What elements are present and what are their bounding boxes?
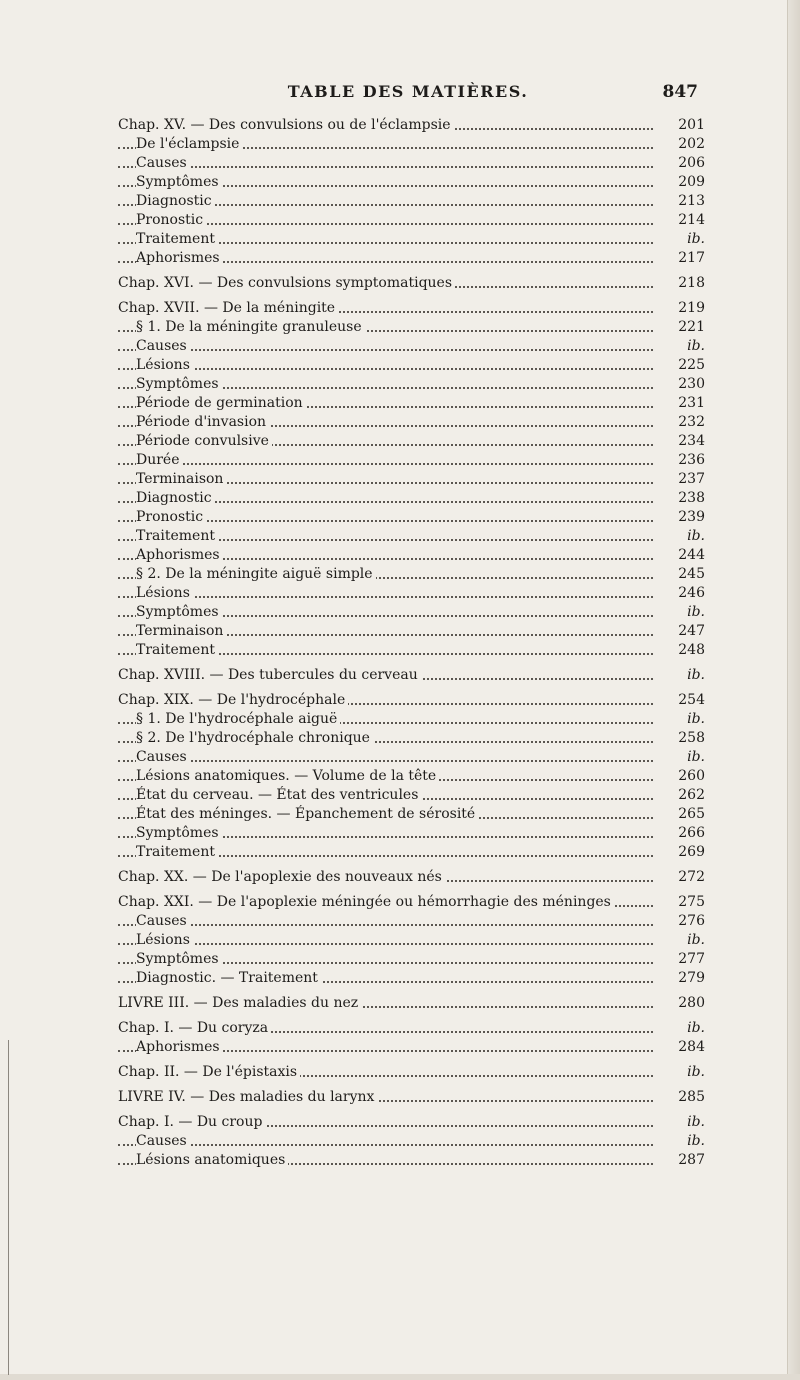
toc-entry-title: Causes xyxy=(136,1133,190,1149)
toc-page-number: 246 xyxy=(678,585,705,601)
toc-entry-title: Diagnostic xyxy=(136,193,215,209)
toc-entry-title: Pronostic xyxy=(136,212,206,228)
toc-page-number: ib. xyxy=(687,667,705,683)
toc-page-number: ib. xyxy=(687,1114,705,1130)
toc-entry xyxy=(118,489,653,508)
toc-entry-title: État du cerveau. — État des ventricules xyxy=(136,787,421,803)
toc-page-number: 269 xyxy=(678,844,705,860)
toc-entry xyxy=(118,375,653,394)
toc-entry xyxy=(118,843,653,862)
toc-entry xyxy=(118,318,653,337)
toc-entry-title: Chap. II. — De l'épistaxis xyxy=(118,1064,300,1080)
toc-page-number: 280 xyxy=(678,995,705,1011)
toc-heading xyxy=(118,274,653,293)
toc-entry-title: Aphorismes xyxy=(136,1039,223,1055)
toc-entry-title: Terminaison xyxy=(136,471,226,487)
toc-heading xyxy=(118,1113,653,1132)
dot-leader xyxy=(118,924,653,926)
toc-page-number: 285 xyxy=(678,1089,705,1105)
toc-entry-title: Diagnostic xyxy=(136,490,215,506)
toc-entry xyxy=(118,337,653,356)
toc-entry-title: LIVRE III. — Des maladies du nez xyxy=(118,995,361,1011)
toc-page-number: 230 xyxy=(678,376,705,392)
toc-entry-title: Chap. XIX. — De l'hydrocéphale xyxy=(118,692,348,708)
toc-page-number: 234 xyxy=(678,433,705,449)
toc-entry xyxy=(118,451,653,470)
toc-page-number: ib. xyxy=(687,231,705,247)
toc-entry-title: Traitement xyxy=(136,528,218,544)
toc-entry-title: Traitement xyxy=(136,844,218,860)
toc-page-number: 217 xyxy=(678,250,705,266)
toc-entry xyxy=(118,767,653,786)
toc-page-number: ib. xyxy=(687,338,705,354)
toc-entry xyxy=(118,748,653,767)
toc-entry-title: De l'éclampsie xyxy=(136,136,242,152)
dot-leader xyxy=(118,1144,653,1146)
toc-entry-title: § 2. De la méningite aiguë simple xyxy=(136,566,376,582)
toc-entry-title: Chap. I. — Du coryza xyxy=(118,1020,271,1036)
toc-page-number: 201 xyxy=(678,117,705,133)
toc-entry-title: Durée xyxy=(136,452,183,468)
toc-heading xyxy=(118,1063,653,1082)
toc-heading xyxy=(118,893,653,912)
toc-page-number: 232 xyxy=(678,414,705,430)
toc-page-number: 265 xyxy=(678,806,705,822)
toc-entry xyxy=(118,950,653,969)
toc-entry-title: Période de germination xyxy=(136,395,306,411)
toc-page-number: 238 xyxy=(678,490,705,506)
toc-entry-title: Aphorismes xyxy=(136,250,223,266)
toc-entry-title: § 1. De la méningite granuleuse xyxy=(136,319,365,335)
toc-entry-title: Aphorismes xyxy=(136,547,223,563)
dot-leader xyxy=(118,463,653,465)
toc-entry xyxy=(118,527,653,546)
toc-entry xyxy=(118,135,653,154)
toc-entry-title: Lésions anatomiques xyxy=(136,1152,288,1168)
toc-page-number: ib. xyxy=(687,528,705,544)
toc-entry-title: Chap. XVI. — Des convulsions symptomatiques xyxy=(118,275,455,291)
toc-entry-title: Traitement xyxy=(136,642,218,658)
toc-page-number: ib. xyxy=(687,711,705,727)
toc-entry xyxy=(118,173,653,192)
toc-heading xyxy=(118,1088,653,1107)
toc-entry-title: Symptômes xyxy=(136,376,222,392)
toc-entry-title: Chap. XX. — De l'apoplexie des nouveaux nés xyxy=(118,869,445,885)
toc-entry xyxy=(118,729,653,748)
toc-entry xyxy=(118,622,653,641)
toc-page-number: 272 xyxy=(678,869,705,885)
toc-entry-title: § 2. De l'hydrocéphale chronique xyxy=(136,730,373,746)
toc-entry xyxy=(118,192,653,211)
header-title: TABLE DES MATIÈRES. xyxy=(287,82,529,101)
page-edge xyxy=(787,0,800,1380)
toc-entry xyxy=(118,394,653,413)
toc-entry-title: Lésions xyxy=(136,585,193,601)
toc-entry-title: Causes xyxy=(136,338,190,354)
toc-page-number: 237 xyxy=(678,471,705,487)
toc-entry xyxy=(118,931,653,950)
toc-page-number: 239 xyxy=(678,509,705,525)
toc-page-number: ib. xyxy=(687,1064,705,1080)
toc-heading xyxy=(118,691,653,710)
dot-leader xyxy=(118,760,653,762)
toc-entry-title: Causes xyxy=(136,155,190,171)
toc-entry xyxy=(118,824,653,843)
toc-entry-title: Lésions xyxy=(136,932,193,948)
toc-page-number: ib. xyxy=(687,749,705,765)
toc-entry xyxy=(118,432,653,451)
toc-page-number: 260 xyxy=(678,768,705,784)
toc-entry xyxy=(118,249,653,268)
toc-entry-title: État des méninges. — Épanchement de sérosité xyxy=(136,806,478,822)
toc-entry-title: Diagnostic. — Traitement xyxy=(136,970,321,986)
toc-entry-title: Chap. XVII. — De la méningite xyxy=(118,300,338,316)
toc-page-number: 277 xyxy=(678,951,705,967)
toc-page-number: 214 xyxy=(678,212,705,228)
toc-entry-title: Traitement xyxy=(136,231,218,247)
toc-entry xyxy=(118,230,653,249)
toc-entry xyxy=(118,1038,653,1057)
toc-page-number: 236 xyxy=(678,452,705,468)
toc-entry-title: Chap. I. — Du croup xyxy=(118,1114,265,1130)
toc-entry-title: Lésions xyxy=(136,357,193,373)
toc-heading xyxy=(118,868,653,887)
toc-page-number: ib. xyxy=(687,1133,705,1149)
toc-entry-title: Symptômes xyxy=(136,604,222,620)
toc-entry-title: LIVRE IV. — Des maladies du larynx xyxy=(118,1089,377,1105)
toc-entry-title: Symptômes xyxy=(136,951,222,967)
toc-entry xyxy=(118,546,653,565)
toc-entry-title: § 1. De l'hydrocéphale aiguë xyxy=(136,711,340,727)
toc-entry xyxy=(118,710,653,729)
toc-heading xyxy=(118,116,653,135)
toc-page-number: ib. xyxy=(687,1020,705,1036)
page-edge-bottom xyxy=(0,1374,800,1380)
toc-heading xyxy=(118,666,653,685)
toc-page-number: 213 xyxy=(678,193,705,209)
toc-entry xyxy=(118,470,653,489)
toc-entry-title: Chap. XXI. — De l'apoplexie méningée ou hémorrhagie des méninges xyxy=(118,894,614,910)
toc-entry-title: Période convulsive xyxy=(136,433,272,449)
toc-page-number: 248 xyxy=(678,642,705,658)
toc-page-number: 254 xyxy=(678,692,705,708)
toc-page-number: 247 xyxy=(678,623,705,639)
dot-leader xyxy=(118,349,653,351)
toc-page-number: ib. xyxy=(687,932,705,948)
running-header xyxy=(118,82,698,106)
toc-page-number: 262 xyxy=(678,787,705,803)
toc-entry xyxy=(118,1151,653,1170)
toc-entry-title: Pronostic xyxy=(136,509,206,525)
toc-entry-title: Symptômes xyxy=(136,174,222,190)
toc-entry-title: Causes xyxy=(136,749,190,765)
toc-entry-title: Chap. XVIII. — Des tubercules du cerveau xyxy=(118,667,421,683)
toc-entry xyxy=(118,154,653,173)
toc-entry xyxy=(118,641,653,660)
dot-leader xyxy=(118,166,653,168)
toc-entries xyxy=(118,116,653,1170)
toc-page-column xyxy=(665,116,705,1170)
toc-entry xyxy=(118,969,653,988)
toc-page-number: 219 xyxy=(678,300,705,316)
toc-entry xyxy=(118,786,653,805)
toc-entry xyxy=(118,912,653,931)
toc-page-number: 279 xyxy=(678,970,705,986)
toc-page-number: 244 xyxy=(678,547,705,563)
toc-entry-title: Terminaison xyxy=(136,623,226,639)
toc-page-number: 275 xyxy=(678,894,705,910)
toc-entry xyxy=(118,1132,653,1151)
toc-page-number: 225 xyxy=(678,357,705,373)
toc-entry xyxy=(118,211,653,230)
toc-entry-title: Période d'invasion xyxy=(136,414,269,430)
toc-entry xyxy=(118,805,653,824)
header-page-number: 847 xyxy=(662,82,698,102)
toc-entry-title: Symptômes xyxy=(136,825,222,841)
toc-page-number: 258 xyxy=(678,730,705,746)
toc-heading xyxy=(118,994,653,1013)
toc-entry xyxy=(118,603,653,622)
toc-heading xyxy=(118,1019,653,1038)
toc-page-number: 284 xyxy=(678,1039,705,1055)
toc-entry-title: Lésions anatomiques. — Volume de la tête xyxy=(136,768,439,784)
toc-page-number: 287 xyxy=(678,1152,705,1168)
dot-leader xyxy=(118,596,653,598)
toc-page-number: 209 xyxy=(678,174,705,190)
toc-page-number: 276 xyxy=(678,913,705,929)
toc-page-number: 231 xyxy=(678,395,705,411)
toc-entry xyxy=(118,584,653,603)
toc-entry xyxy=(118,565,653,584)
toc-page-number: 206 xyxy=(678,155,705,171)
toc-entry-title: Causes xyxy=(136,913,190,929)
toc-page-number: 266 xyxy=(678,825,705,841)
toc-page-number: 218 xyxy=(678,275,705,291)
dot-leader xyxy=(118,943,653,945)
toc-entry xyxy=(118,356,653,375)
toc-page-number: 202 xyxy=(678,136,705,152)
toc-entry xyxy=(118,508,653,527)
toc-entry xyxy=(118,413,653,432)
toc-page-number: 221 xyxy=(678,319,705,335)
toc-page-number: ib. xyxy=(687,604,705,620)
toc-entry-title: Chap. XV. — Des convulsions ou de l'éclampsie xyxy=(118,117,454,133)
margin-line xyxy=(8,1040,9,1375)
toc-page-number: 245 xyxy=(678,566,705,582)
dot-leader xyxy=(118,368,653,370)
toc-heading xyxy=(118,299,653,318)
